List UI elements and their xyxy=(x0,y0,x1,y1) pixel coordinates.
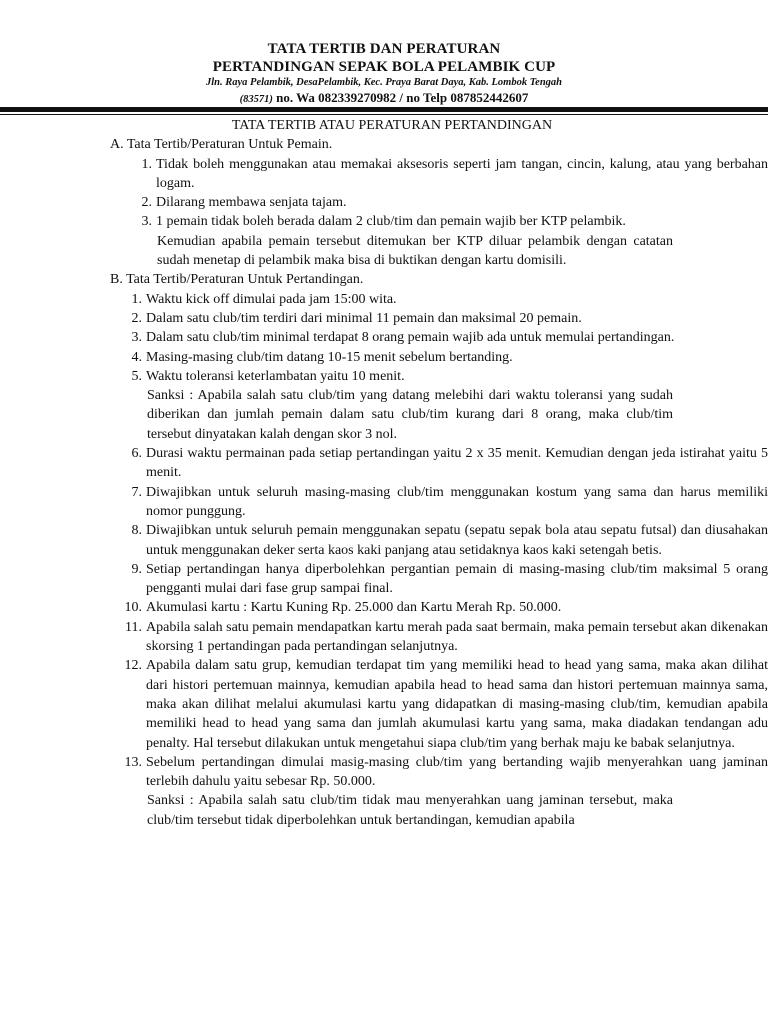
list-item-number: 2. xyxy=(131,310,142,326)
document-title: TATA TERTIB ATAU PERATURAN PERTANDINGAN xyxy=(231,118,553,133)
letterhead-rule-thick xyxy=(0,107,768,112)
letterhead xyxy=(0,40,768,107)
list-item-number: 4. xyxy=(131,349,142,365)
list-item xyxy=(110,155,768,194)
list-item-text: Apabila salah satu pemain mendapatkan kartu merah pada saat bermain, maka pemain tersebut akan dikenakan skorsing 1 pertandingan pada pertandingan selanjutnya. xyxy=(146,619,768,655)
list-item xyxy=(110,444,768,483)
list-item-number: 13. xyxy=(124,754,142,770)
list-item xyxy=(110,309,768,328)
list-item-text: 1 pemain tidak boleh berada dalam 2 club/tim dan pemain wajib ber KTP pelambik. xyxy=(156,214,626,230)
list-item-number: 9. xyxy=(131,561,142,577)
letterhead-contact xyxy=(0,90,768,107)
list-item xyxy=(110,348,768,367)
letterhead-title-line2: PERTANDINGAN SEPAK BOLA PELAMBIK CUP xyxy=(212,59,556,75)
list-item xyxy=(110,367,768,386)
list-item xyxy=(110,328,768,347)
list-item-number: 12. xyxy=(124,658,142,674)
list-item-text: Dalam satu club/tim minimal terdapat 8 orang pemain wajib ada untuk memulai pertandingan. xyxy=(146,330,675,346)
list-item-number: 10. xyxy=(124,600,142,616)
list-item-number: 3. xyxy=(131,330,142,346)
list-item-text: Akumulasi kartu : Kartu Kuning Rp. 25.000 dan Kartu Merah Rp. 50.000. xyxy=(146,600,562,616)
document-body xyxy=(0,116,768,830)
section-b-heading: B. Tata Tertib/Peraturan Untuk Pertandingan. xyxy=(110,272,364,288)
list-item-number: 11. xyxy=(125,619,142,635)
letterhead-title-line1: TATA TERTIB DAN PERATURAN xyxy=(267,41,501,57)
sanction-text: Sanksi : Apabila salah satu club/tim tidak mau menyerahkan uang jaminan tersebut, maka club/tim tersebut tidak diperbolehkan untuk bertandingan, kemudian apabila xyxy=(147,793,673,828)
list-item xyxy=(110,290,768,309)
list-item xyxy=(110,598,768,617)
list-item-number: 5. xyxy=(131,368,142,384)
list-item xyxy=(110,753,768,792)
list-item-text: Tidak boleh menggunakan atau memakai aksesoris seperti jam tangan, cincin, kalung, atau yang berbahan logam. xyxy=(156,156,768,191)
list-item-text: Diwajibkan untuk seluruh pemain menggunakan sepatu (sepatu sepak bola atau sepatu futsal) dan diusahakan untuk menggunakan deker serta kaos kaki panjang atau setidaknya kaos kaki setengah betis. xyxy=(146,523,768,558)
list-item xyxy=(110,193,768,212)
list-item-number: 7. xyxy=(131,484,142,500)
list-item-number: 8. xyxy=(131,523,142,539)
letterhead-rule-thin xyxy=(0,114,768,115)
list-item xyxy=(110,618,768,657)
list-item xyxy=(110,483,768,522)
list-item-number: 1. xyxy=(141,156,152,172)
list-item xyxy=(110,560,768,599)
list-item-text: Waktu toleransi keterlambatan yaitu 10 menit. xyxy=(146,368,405,384)
list-item-text: Dilarang membawa senjata tajam. xyxy=(156,195,347,211)
list-item-text: Setiap pertandingan hanya diperbolehkan pergantian pemain di masing-masing club/tim maksimal 5 orang pengganti mulai dari fase grup sampai final. xyxy=(146,561,768,597)
list-item-text: Waktu kick off dimulai pada jam 15:00 wita. xyxy=(146,291,397,307)
list-item xyxy=(110,521,768,560)
list-item-number: 1. xyxy=(131,291,142,307)
list-item-continuation: Kemudian apabila pemain tersebut ditemukan ber KTP diluar pelambik dengan catatan sudah menetap di pelambik maka bisa di buktikan dengan kartu domisili. xyxy=(157,233,673,269)
section-a-heading: A. Tata Tertib/Peraturan Untuk Pemain. xyxy=(110,137,333,153)
list-item xyxy=(110,656,768,752)
list-item-text: Dalam satu club/tim terdiri dari minimal 11 pemain dan maksimal 20 pemain. xyxy=(146,310,582,326)
list-item-number: 6. xyxy=(131,446,142,462)
list-item-number: 2. xyxy=(141,195,152,211)
letterhead-zip: (83571) xyxy=(239,94,273,105)
list-item-number: 3. xyxy=(141,214,152,230)
letterhead-phones: no. Wa 082339270982 / no Telp 087852442607 xyxy=(272,90,529,105)
list-item-text: Masing-masing club/tim datang 10-15 menit sebelum bertanding. xyxy=(146,349,513,365)
list-item xyxy=(110,212,768,231)
list-item-text: Apabila dalam satu grup, kemudian terdapat tim yang memiliki head to head yang sama, maka akan dilihat dari histori pertemuan mainnya, kemudian apabila head to head sama dan histori pertemuan mainnya sama, maka akan dilihat melalui akumulasi kartu yang didapatkan di masing-masing club/tim, kemudian apabila memiliki head to head yang sama dan jumlah akumulasi kartu yang sama, maka diadakan tendangan adu penalty. Hal tersebut dilakukan untuk mengetahui siapa club/tim yang berhak maju ke babak selanjutnya. xyxy=(146,658,768,751)
list-item-text: Diwajibkan untuk seluruh masing-masing club/tim menggunakan kostum yang sama dan harus memiliki nomor punggung. xyxy=(146,484,768,519)
list-item-text: Durasi waktu permainan pada setiap pertandingan yaitu 2 x 35 menit. Kemudian dengan jeda istirahat yaitu 5 menit. xyxy=(146,446,768,481)
sanction-text: Sanksi : Apabila salah satu club/tim yang datang melebihi dari waktu toleransi yang sudah diberikan dan jumlah pemain dalam satu club/tim kurang dari 8 orang, maka club/tim tersebut dinyatakan kalah dengan skor 3 nol. xyxy=(147,388,673,442)
letterhead-address: Jln. Raya Pelambik, DesaPelambik, Kec. Praya Barat Daya, Kab. Lombok Tengah xyxy=(205,77,562,88)
list-item-text: Sebelum pertandingan dimulai masig-masing club/tim yang bertanding wajib menyerahkan uang jaminan terlebih dahulu yaitu sebesar Rp. 50.000. xyxy=(146,754,768,790)
